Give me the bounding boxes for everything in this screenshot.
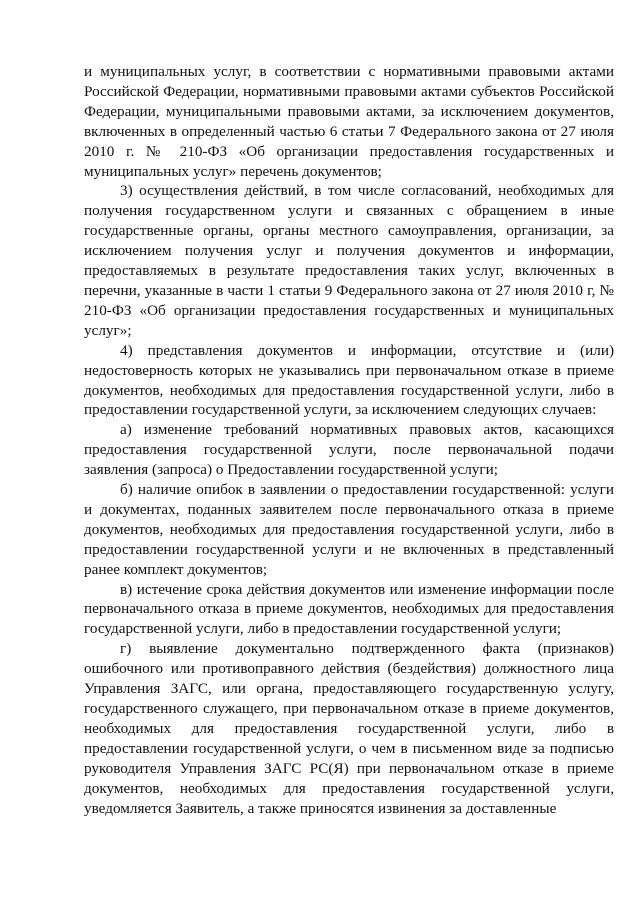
paragraph-subitem-v: в) истечение срока действия документов или изменение информации после первоначального отказа в приеме документов, необходимых для предоставления государственной услуги, либо в предоставлении государственной услуги; xyxy=(84,580,614,638)
paragraph-subitem-a: а) изменение требований нормативных правовых актов, касающихся предоставления государственной услуги, после первоначальной подачи заявления (запроса) о Предоставлении государственной услуги; xyxy=(84,421,614,479)
paragraph-subitem-g: г) выявление документально подтвержденного факта (признаков) ошибочного или противоправного действия (бездействия) должностного лица Управления ЗАГС, или органа, предоставляющего государственную услугу, государственного служащего, при первоначальном отказе в приеме документов, необходимых для предоставления государственной услуги, либо в предоставлении государственной услуги, о чем в письменном виде за подписью руководителя Управления ЗАГС РС(Я) при первоначальном отказе в приеме документов, необходимых для предоставления государственной услуги, уведомляется Заявитель, а также приносятся извинения за доставленные xyxy=(84,640,614,817)
document-body xyxy=(84,62,614,818)
paragraph-continuation: и муниципальных услуг, в соответствии с нормативными правовыми актами Российской Федерации, нормативными правовыми актами субъектов Российской Федерации, муниципальными правовыми актами, за исключением документов, включенных в определенный частью 6 статьи 7 Федерального закона от 27 июля 2010 г. № 210-ФЗ «Об организации предоставления государственных и муниципальных услуг» перечень документов; xyxy=(84,63,614,180)
paragraph-item-3: 3) осуществления действий, в том числе согласований, необходимых для получения государственном услуги и связанных с обращением в иные государственные органы, органы местного самоуправления, организации, за исключением получения услуг и получения документов и информации, предоставляемых в результате предоставления таких услуг, включенных в перечни, указанные в части 1 статьи 9 Федерального закона от 27 июля 2010 г, № 210-ФЗ «Об организации предоставления государственных и муниципальных услуг»; xyxy=(84,182,614,339)
paragraph-item-4: 4) представления документов и информации, отсутствие и (или) недостоверность которых не указывались при первоначальном отказе в приеме документов, необходимых для предоставления государственной услуги, либо в предоставлении государственной услуги, за исключением следующих случаев: xyxy=(84,341,614,419)
paragraph-subitem-b: б) наличие опибок в заявлении о предоставлении государственной: услуги и документах, поданных заявителем после первоначального отказа в приеме документов, необходимых для предоставления государственной услуги, либо в предоставлении государственной услуги и не включенных в представленный ранее комплект документов; xyxy=(84,481,614,578)
